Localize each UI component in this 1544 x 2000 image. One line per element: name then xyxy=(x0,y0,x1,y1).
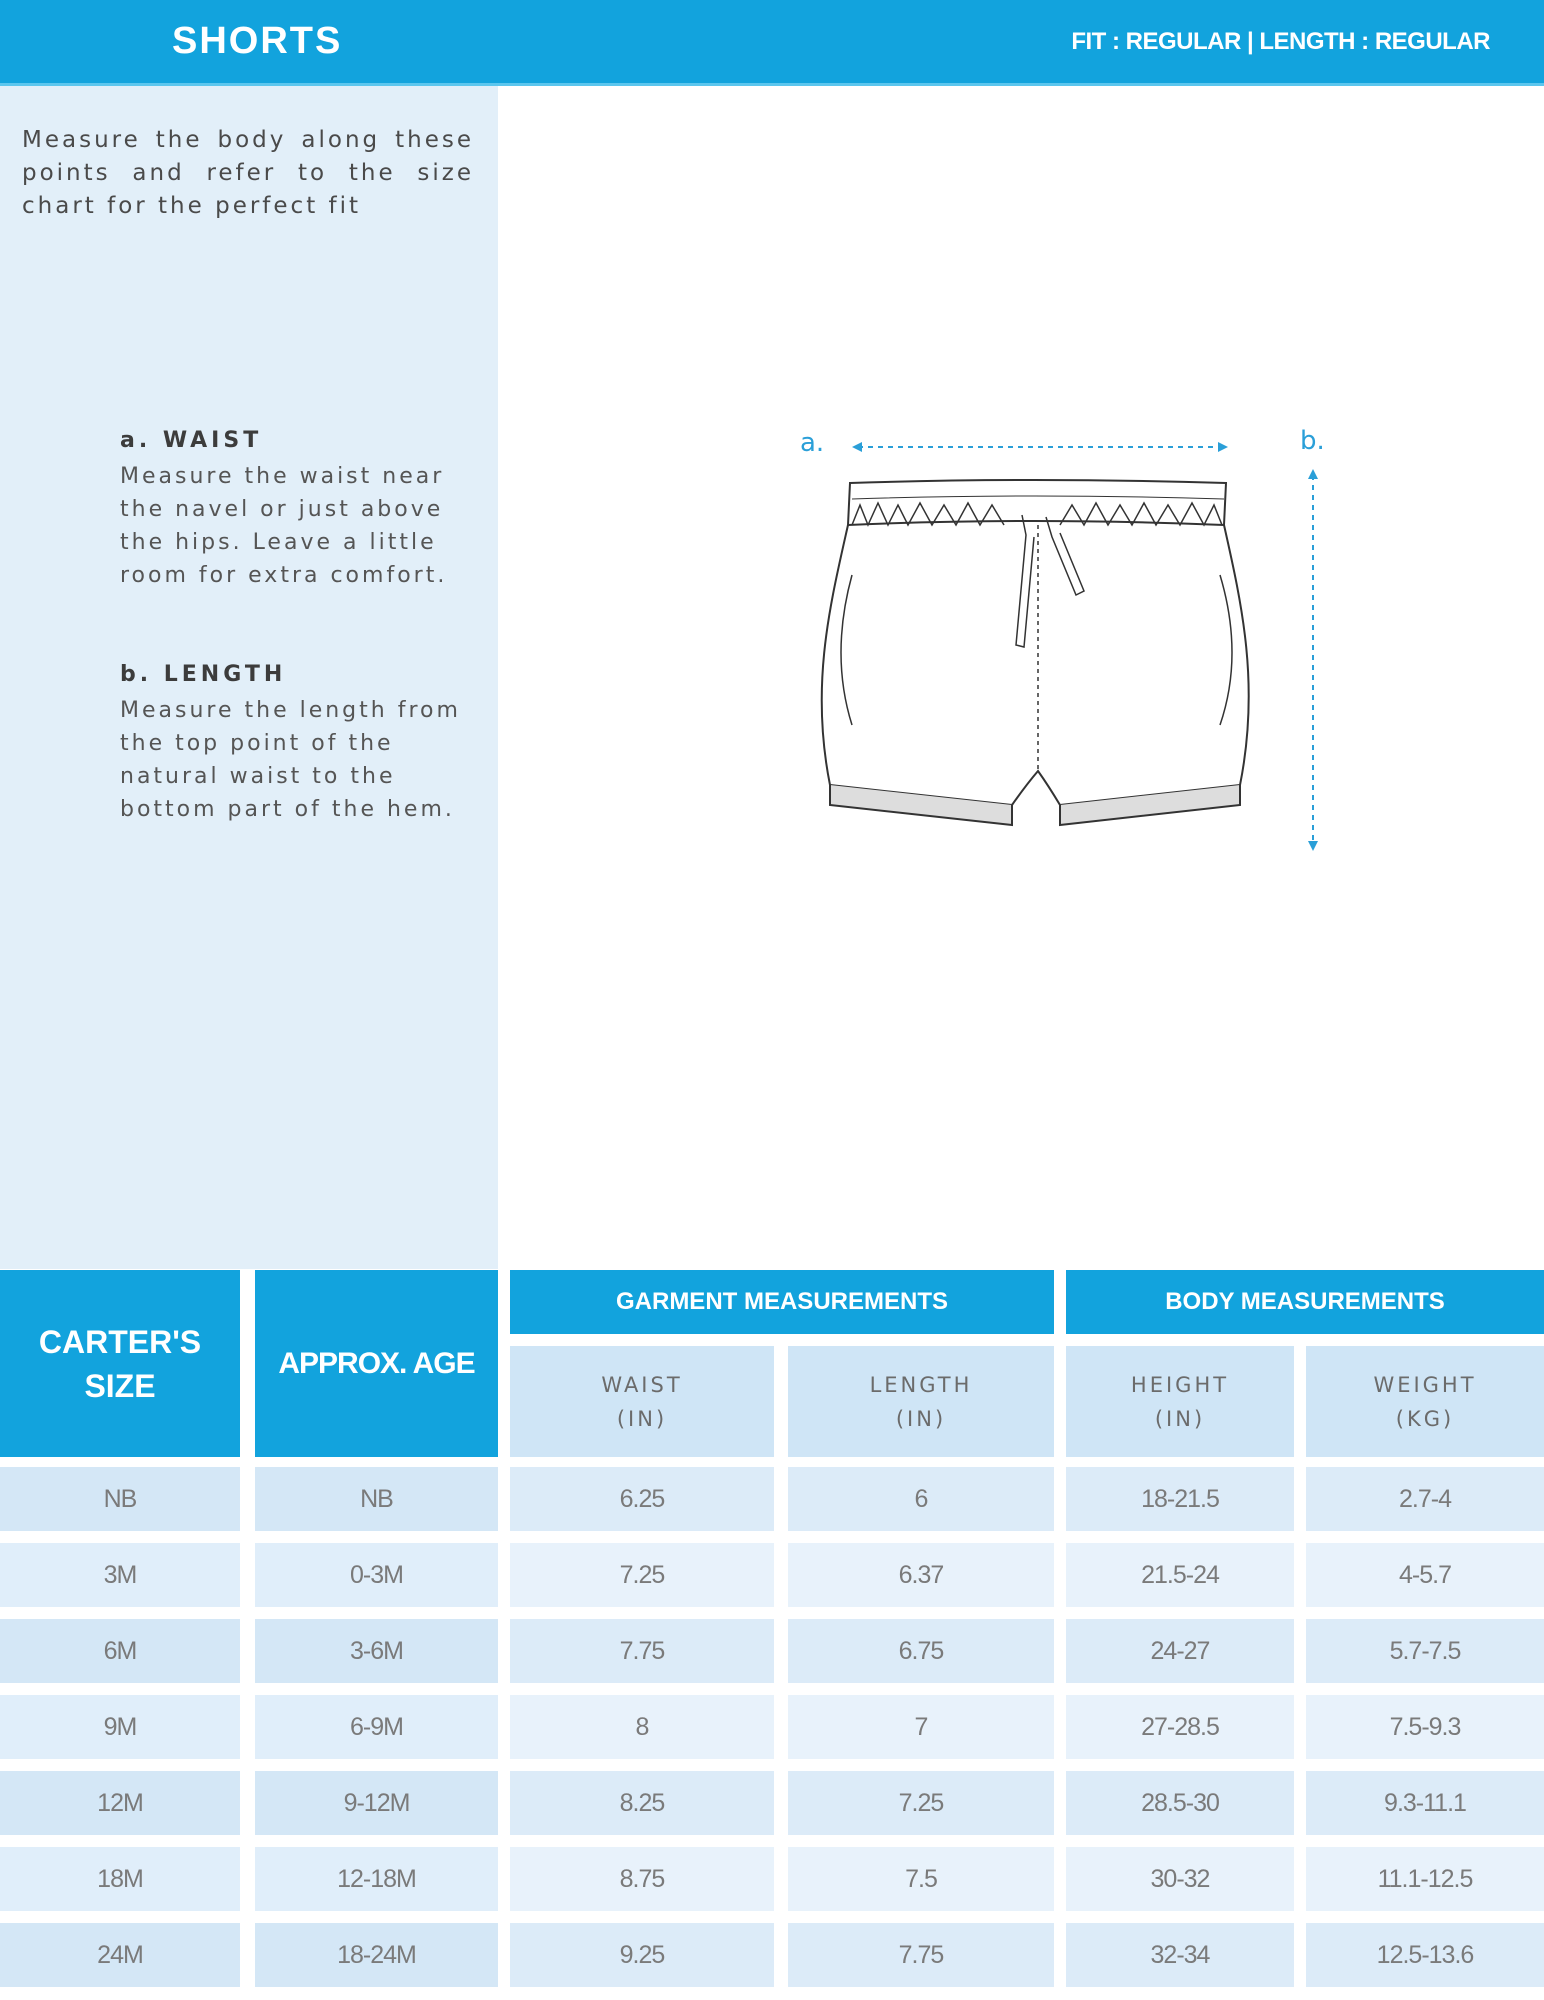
waist-cell: 7.25 xyxy=(510,1543,774,1607)
length-arrow xyxy=(1308,469,1318,851)
size-cell: 3M xyxy=(0,1543,240,1607)
weight-cell: 7.5-9.3 xyxy=(1306,1695,1544,1759)
age-cell: 0-3M xyxy=(255,1543,498,1607)
age-cell: 3-6M xyxy=(255,1619,498,1683)
weight-cell: 11.1-12.5 xyxy=(1306,1847,1544,1911)
approx-age-header: APPROX. AGE xyxy=(255,1270,498,1457)
height-cell: 32-34 xyxy=(1066,1923,1294,1987)
fit-length-subtitle: FIT : REGULAR | LENGTH : REGULAR xyxy=(1071,28,1490,55)
waist-subheader: WAIST (IN) xyxy=(510,1346,774,1457)
weight-cell: 9.3-11.1 xyxy=(1306,1771,1544,1835)
height-cell: 24-27 xyxy=(1066,1619,1294,1683)
height-subheader: HEIGHT (IN) xyxy=(1066,1346,1294,1457)
garment-measurements-header: GARMENT MEASUREMENTS xyxy=(510,1270,1054,1334)
height-cell: 21.5-24 xyxy=(1066,1543,1294,1607)
age-cell: 12-18M xyxy=(255,1847,498,1911)
size-cell: 12M xyxy=(0,1771,240,1835)
length-cell: 7.5 xyxy=(788,1847,1054,1911)
height-cell: 27-28.5 xyxy=(1066,1695,1294,1759)
size-cell: 24M xyxy=(0,1923,240,1987)
waist-instructions: Measure the waist near the navel or just above the hips. Leave a little room for extra comfort. xyxy=(120,464,448,588)
page-header xyxy=(0,0,1544,86)
height-cell: 28.5-30 xyxy=(1066,1771,1294,1835)
shorts-diagram xyxy=(790,425,1350,865)
height-cell: 30-32 xyxy=(1066,1847,1294,1911)
label-b: b. xyxy=(1300,426,1325,456)
height-cell: 18-21.5 xyxy=(1066,1467,1294,1531)
waist-cell: 6.25 xyxy=(510,1467,774,1531)
weight-cell: 12.5-13.6 xyxy=(1306,1923,1544,1987)
carters-size-header: CARTER'S SIZE xyxy=(0,1270,240,1457)
waist-arrow xyxy=(852,442,1228,452)
waist-heading: a. WAIST xyxy=(120,428,263,453)
waist-cell: 8.75 xyxy=(510,1847,774,1911)
label-a: a. xyxy=(800,428,825,458)
waist-cell: 7.75 xyxy=(510,1619,774,1683)
size-cell: 18M xyxy=(0,1847,240,1911)
size-cell: NB xyxy=(0,1467,240,1531)
page-title: SHORTS xyxy=(172,20,343,62)
waist-cell: 8 xyxy=(510,1695,774,1759)
size-cell: 6M xyxy=(0,1619,240,1683)
length-cell: 7 xyxy=(788,1695,1054,1759)
length-cell: 6.37 xyxy=(788,1543,1054,1607)
length-subheader: LENGTH (IN) xyxy=(788,1346,1054,1457)
body-measurements-header: BODY MEASUREMENTS xyxy=(1066,1270,1544,1334)
weight-cell: 4-5.7 xyxy=(1306,1543,1544,1607)
weight-cell: 2.7-4 xyxy=(1306,1467,1544,1531)
length-cell: 6.75 xyxy=(788,1619,1054,1683)
length-heading: b. LENGTH xyxy=(120,662,287,687)
length-cell: 7.75 xyxy=(788,1923,1054,1987)
weight-subheader: WEIGHT (KG) xyxy=(1306,1346,1544,1457)
age-cell: 18-24M xyxy=(255,1923,498,1987)
weight-cell: 5.7-7.5 xyxy=(1306,1619,1544,1683)
age-cell: NB xyxy=(255,1467,498,1531)
intro-text: Measure the body along these points and refer to the size chart for the perfect fit xyxy=(22,127,474,219)
age-cell: 6-9M xyxy=(255,1695,498,1759)
waist-cell: 9.25 xyxy=(510,1923,774,1987)
size-cell: 9M xyxy=(0,1695,240,1759)
waist-cell: 8.25 xyxy=(510,1771,774,1835)
age-cell: 9-12M xyxy=(255,1771,498,1835)
length-instructions: Measure the length from the top point of the natural waist to the bottom part of the hem. xyxy=(120,698,461,822)
length-cell: 6 xyxy=(788,1467,1054,1531)
shorts-outline-icon xyxy=(822,480,1249,825)
length-cell: 7.25 xyxy=(788,1771,1054,1835)
